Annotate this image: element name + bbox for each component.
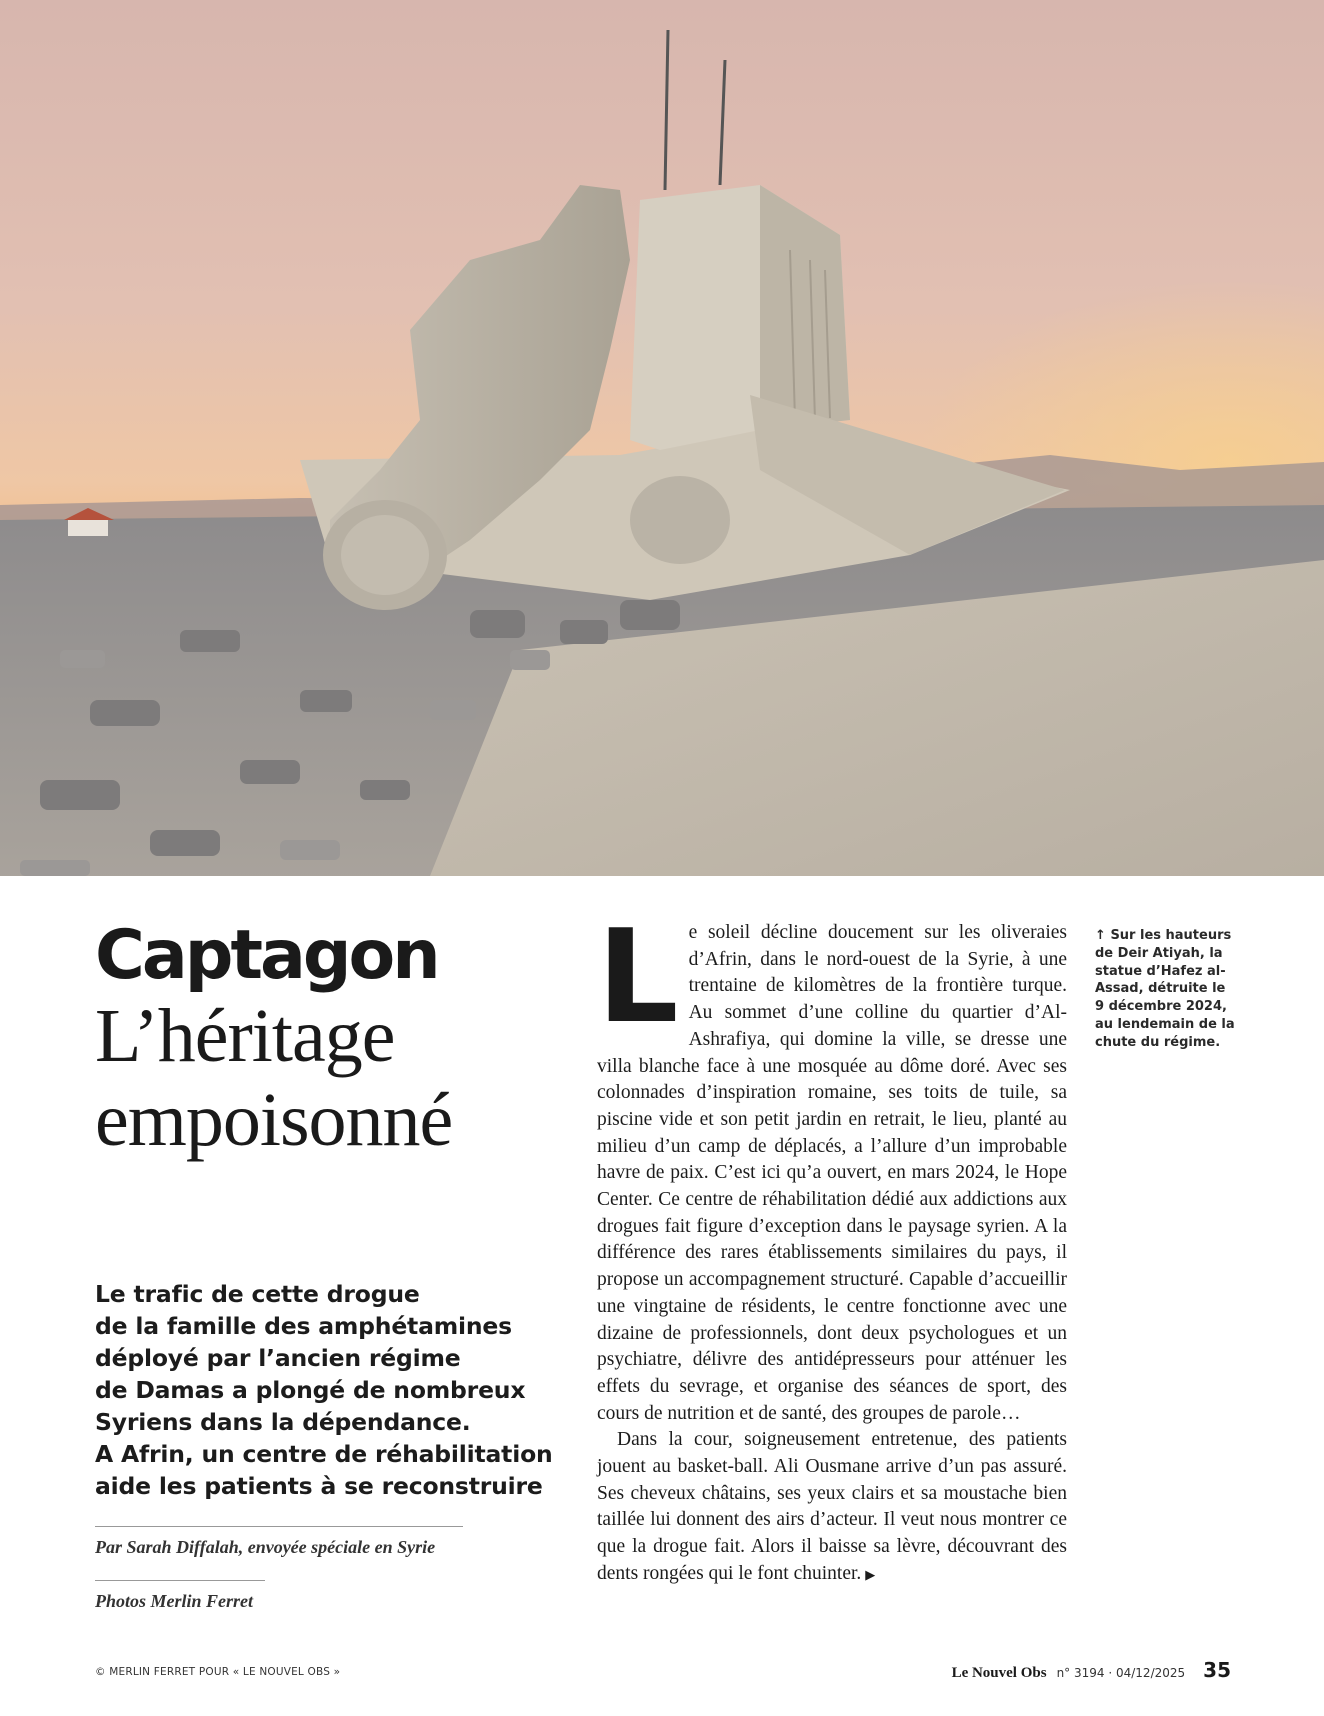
divider: [95, 1580, 265, 1581]
paragraph-1-text: e soleil décline doucement sur les oliveraies d’Afrin, dans le nord-ouest de la Syrie, à une trentaine de kilomètres de la frontière turque. Au sommet d’une colline du quartier d’Al-Ashrafiya, qui domine la ville, se dresse une villa blanche face à une mosquée au dôme doré. Avec ses colonnades d’inspiration romaine, ses toits de tuile, sa piscine vide et son petit jardin en retrait, le lieu, planté au milieu d’un camp de déplacés, a l’allure d’un improbable havre de paix. C’est ici qu’a ouvert, en mars 2024, le Hope Center. Ce centre de réhabilitation dédié aux addictions aux drogues fait figure d’exception dans le paysage syrien. A la différence des rares établissements similaires du pays, il propose un accompagnement structuré. Capable d’accueillir une vingtaine de résidents, le centre fonctionne avec une dizaine de professionnels, dont deux psychologues et un psychiatre, délivre des antidépresseurs pour atténuer les effets du sevrage, et organise des séances de sport, des cours de nutrition et de santé, des groupes de parole…: [597, 922, 1067, 1424]
standfirst-line: Syriens dans la dépendance.: [95, 1408, 471, 1436]
paragraph-2-text: Dans la cour, soigneusement entretenue, des patients jouent au basket-ball. Ali Ousmane arrive d’un pas assuré. Ses cheveux châtains, ses yeux clairs et sa moustache bien taillée lui donnent des airs d’acteur. Il veut nous montrer ce que la drogue fait. Alors il baisse sa lèvre, découvrant des dents rongées qui le font chuinter.: [597, 1429, 1067, 1584]
standfirst-line: aide les patients à se reconstruire: [95, 1472, 543, 1500]
standfirst: [95, 1278, 565, 1502]
divider: [95, 1526, 463, 1527]
headline: [95, 918, 575, 1162]
title-line-2: empoisonné: [95, 1078, 453, 1162]
title-line-1: L’héritage: [95, 994, 395, 1078]
paragraph-1: [597, 903, 1067, 1427]
arrow-up-icon: ↑: [1095, 928, 1106, 943]
magazine-name: Le Nouvel Obs: [951, 1665, 1047, 1681]
kicker: Captagon: [95, 916, 438, 995]
standfirst-line: de la famille des amphétamines: [95, 1312, 512, 1340]
continue-arrow-icon: ▶: [865, 1566, 876, 1582]
standfirst-line: A Afrin, un centre de réhabilitation: [95, 1440, 553, 1468]
page-number: 35: [1203, 1658, 1231, 1682]
standfirst-line: de Damas a plongé de nombreux: [95, 1376, 526, 1404]
caption-text: Sur les hauteurs de Deir Atiyah, la statue d’Hafez al-Assad, détruite le 9 décembre 2024, au lendemain de la chute du régime.: [1095, 928, 1235, 1050]
standfirst-line: déployé par l’ancien régime: [95, 1344, 461, 1372]
photo-caption: [1095, 927, 1235, 1052]
issue-info: n° 3194 · 04/12/2025: [1056, 1666, 1186, 1680]
footer-credit: © MERLIN FERRET POUR « LE NOUVEL OBS »: [95, 1666, 341, 1678]
drop-cap: L: [597, 903, 679, 1052]
standfirst-line: Le trafic de cette drogue: [95, 1280, 420, 1308]
byline: Par Sarah Diffalah, envoyée spéciale en Syrie: [95, 1537, 436, 1557]
photo-credit: Photos Merlin Ferret: [95, 1591, 254, 1611]
footer-folio: [952, 1658, 1231, 1682]
article-body: [597, 903, 1067, 1589]
paragraph-2: [597, 1427, 1067, 1588]
